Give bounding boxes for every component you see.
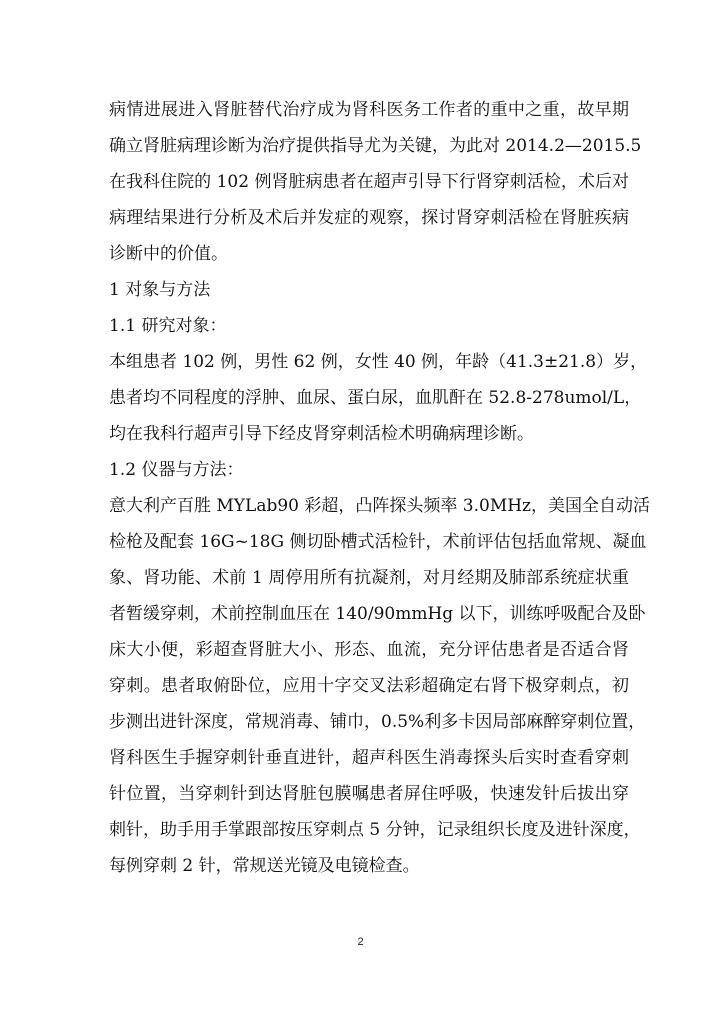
text-line: 本组患者 102 例，男性 62 例，女性 40 例，年龄（41.3±21.8）岁， — [109, 352, 648, 372]
text-line: 床大小便，彩超查肾脏大小、形态、血流，充分评估患者是否适合肾 — [109, 640, 629, 660]
paragraph-instruments — [109, 488, 651, 884]
text-line: 病理结果进行分析及术后并发症的观察，探讨肾穿刺活检在肾脏疾病 — [109, 208, 629, 228]
text-line: 刺针，助手用手掌跟部按压穿刺点 5 分钟，记录组织长度及进针深度， — [109, 820, 641, 840]
heading-line: 1.2 仪器与方法： — [109, 460, 244, 480]
text-line: 病情进展进入肾脏替代治疗成为肾科医务工作者的重中之重，故早期 — [109, 100, 629, 120]
body-text — [109, 92, 651, 884]
text-line: 意大利产百胜 MYLab90 彩超，凸阵探头频率 3.0MHz，美国全自动活 — [109, 496, 651, 516]
subsection-heading-instruments — [109, 452, 629, 488]
section-heading-methods — [109, 272, 629, 308]
text-line: 均在我科行超声引导下经皮肾穿刺活检术明确病理诊断。 — [109, 424, 534, 444]
text-line: 诊断中的价值。 — [109, 244, 228, 264]
text-line: 患者均不同程度的浮肿、血尿、蛋白尿，血肌酐在 52.8-278umol/L， — [109, 388, 642, 408]
text-line: 肾科医生手握穿刺针垂直进针，超声科医生消毒探头后实时查看穿刺 — [109, 748, 629, 768]
page-number: 2 — [357, 936, 364, 948]
paragraph-intro — [109, 92, 642, 272]
text-line: 针位置，当穿刺针到达肾脏包膜嘱患者屏住呼吸，快速发针后拔出穿 — [109, 784, 629, 804]
text-line: 每例穿刺 2 针，常规送光镜及电镜检查。 — [109, 856, 420, 876]
heading-line: 1.1 研究对象： — [109, 316, 227, 336]
text-line: 步测出进针深度，常规消毒、铺巾，0.5%利多卡因局部麻醉穿刺位置， — [109, 712, 646, 732]
text-line: 确立肾脏病理诊断为治疗提供指导尤为关键，为此对 2014.2—2015.5 — [109, 136, 642, 156]
text-line: 在我科住院的 102 例肾脏病患者在超声引导下行肾穿刺活检，术后对 — [109, 172, 629, 192]
text-line: 象、肾功能、术前 1 周停用所有抗凝剂，对月经期及肺部系统症状重 — [109, 568, 629, 588]
text-line: 穿刺。患者取俯卧位，应用十字交叉法彩超确定右肾下极穿刺点，初 — [109, 676, 629, 696]
subsection-heading-subjects — [109, 308, 629, 344]
heading-line: 1 对象与方法 — [109, 280, 211, 300]
paragraph-subjects — [109, 344, 648, 452]
text-line: 检枪及配套 16G~18G 侧切卧槽式活检针，术前评估包括血常规、凝血 — [109, 532, 647, 552]
text-line: 者暂缓穿刺，术前控制血压在 140/90mmHg 以下，训练呼吸配合及卧 — [109, 604, 646, 624]
